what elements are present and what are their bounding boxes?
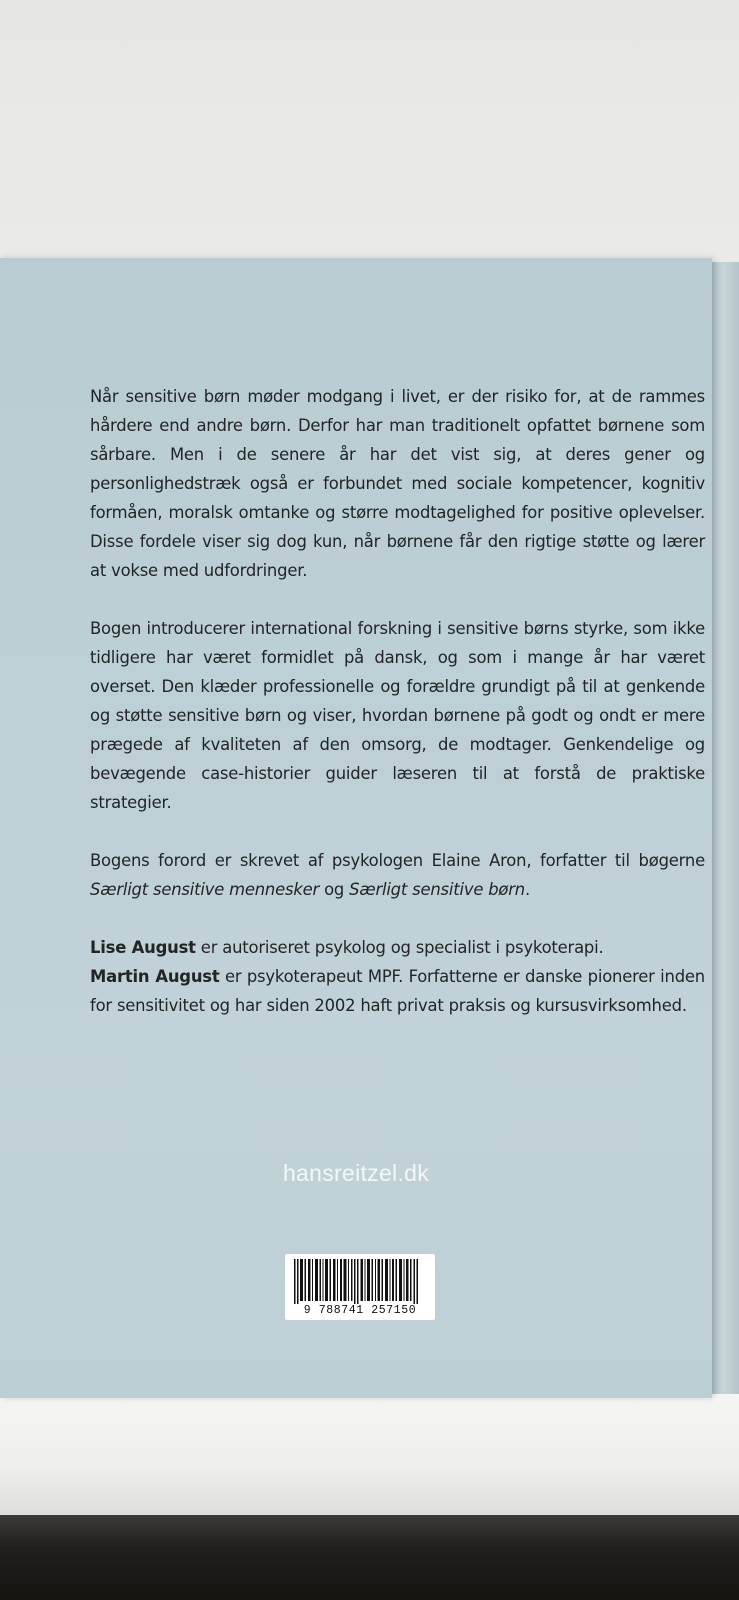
author-2-name: Martin August — [90, 967, 220, 986]
foreword-prefix: Bogens forord er skrevet af psykologen Elaine Aron, forfatter til bøgerne — [90, 851, 705, 870]
author-1-name: Lise August — [90, 938, 196, 957]
book-page-edges — [712, 262, 739, 1394]
publisher-url: hansreitzel.dk — [282, 1160, 430, 1186]
isbn-number: 9 788741 257150 — [289, 1304, 431, 1317]
dark-background — [0, 1515, 739, 1600]
author-1-description: er autoriseret psykolog og specialist i psykoterapi. — [195, 938, 604, 957]
foreword-middle: og — [319, 880, 350, 899]
foreword-suffix: . — [524, 880, 530, 899]
author-2-description: er psykoterapeut MPF. Forfatterne er danske pionerer inden for sensitivitet og har siden 2002 haft privat praksis og kursusvirksomhed. — [90, 967, 705, 1015]
blurb-text — [90, 382, 705, 1049]
isbn-barcode — [285, 1254, 435, 1320]
authors-paragraph — [90, 933, 705, 1020]
blurb-paragraph-2: Bogen introducerer international forskning i sensitive børns styrke, som ikke tidligere har været formidlet på dansk, og som i mange år har været overset. Den klæder professionelle og forældre grundigt på til at genkende og støtte sensitive børn og viser, hvordan børnene på godt og ondt er mere prægede af kvaliteten af den omsorg, de modtager. Genkendelige og bevægende case-historier guider læseren til at forstå de praktiske strategier. — [90, 619, 705, 812]
table-surface — [0, 1385, 739, 1520]
foreword-paragraph — [90, 846, 705, 904]
blurb-paragraph-1: Når sensitive børn møder modgang i livet, er der risiko for, at de rammes hårdere end andre børn. Derfor har man traditionelt opfattet børnene som sårbare. Men i de senere år har det vist sig, at deres gener og personlighedstræk også er forbundet med sociale kompetencer, kognitiv formåen, moralsk omtanke og større modtagelighed for positive oplevelser. Disse fordele viser sig dog kun, når børnene får den rigtige støtte og lærer at vokse med udfordringer. — [90, 387, 705, 580]
foreword-title-2: Særligt sensitive børn — [349, 880, 525, 899]
foreword-title-1: Særligt sensitive mennesker — [90, 880, 320, 899]
